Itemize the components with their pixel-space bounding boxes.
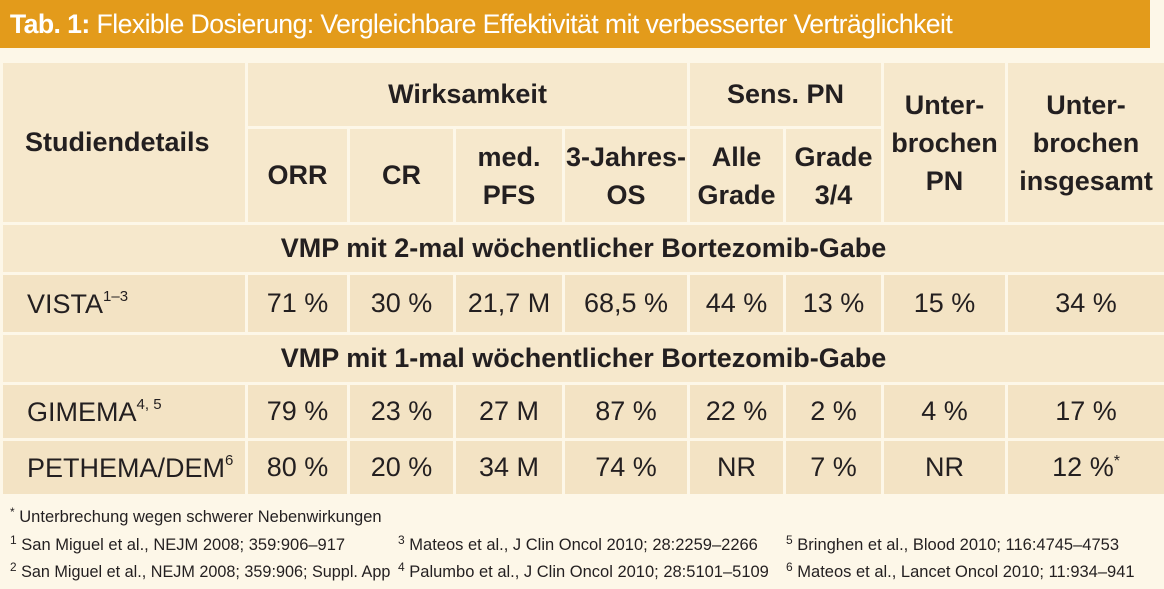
cell-os: 74 % — [564, 440, 689, 496]
cell-grade-3-4: 2 % — [785, 384, 883, 440]
cell-pfs: 34 M — [455, 440, 564, 496]
cell-alle-grade: 44 % — [689, 274, 785, 334]
header-med-pfs: med. PFS — [455, 128, 564, 224]
cell-unterbrochen-insgesamt: 12 %* — [1007, 440, 1164, 496]
header-unterbrochen-pn: Unter- brochen PN — [883, 62, 1007, 224]
footnote-1: $^1$ San Miguel et al., NEJM 2008; 359:906–917 — [10, 533, 346, 554]
cell-unterbrochen-pn: 4 % — [883, 384, 1007, 440]
cell-orr: 79 % — [247, 384, 349, 440]
cell-unterbrochen-pn: 15 % — [883, 274, 1007, 334]
cell-pfs: 27 M — [455, 384, 564, 440]
footnote-4: $^4$ Palumbo et al., J Clin Oncol 2010; 28:5101–5109 — [398, 560, 769, 581]
table-label: Tab. 1: — [9, 9, 90, 39]
cell-orr: 71 % — [247, 274, 349, 334]
header-group-wirksamkeit: Wirksamkeit — [247, 62, 689, 128]
header-alle-grade: Alle Grade — [689, 128, 785, 224]
footnote-3: $^3$ Mateos et al., J Clin Oncol 2010; 28:2259–2266 — [398, 533, 758, 554]
cell-orr: 80 % — [247, 440, 349, 496]
cell-alle-grade: NR — [689, 440, 785, 496]
cell-unterbrochen-pn: NR — [883, 440, 1007, 496]
cell-pfs: 21,7 M — [455, 274, 564, 334]
cell-unterbrochen-insgesamt: 17 % — [1007, 384, 1164, 440]
table-row — [2, 440, 1164, 496]
study-name: GIMEMA$^{4, 5}$ — [2, 384, 247, 440]
header-3-jahres-os: 3-Jahres- OS — [564, 128, 689, 224]
section-title: VMP mit 1-mal wöchentlicher Bortezomib-Gabe — [2, 334, 1164, 384]
header-grade-3-4: Grade 3/4 — [785, 128, 883, 224]
section-title: VMP mit 2-mal wöchentlicher Bortezomib-Gabe — [2, 224, 1164, 274]
table-row — [2, 384, 1164, 440]
cell-grade-3-4: 13 % — [785, 274, 883, 334]
cell-cr: 20 % — [349, 440, 455, 496]
header-unterbrochen-insgesamt: Unter- brochen insgesamt — [1007, 62, 1164, 224]
header-studiendetails: Studiendetails — [2, 62, 247, 224]
header-group-sens-pn: Sens. PN — [689, 62, 883, 128]
footnote-5: $^5$ Bringhen et al., Blood 2010; 116:4745–4753 — [786, 533, 1119, 554]
cell-unterbrochen-insgesamt: 34 % — [1007, 274, 1164, 334]
header-cr: CR — [349, 128, 455, 224]
header-orr: ORR — [247, 128, 349, 224]
study-name: VISTA$^{1-3}$ — [2, 274, 247, 334]
cell-cr: 30 % — [349, 274, 455, 334]
footnote-6: $^6$ Mateos et al., Lancet Oncol 2010; 11:934–941 — [786, 560, 1135, 581]
cell-os: 68,5 % — [564, 274, 689, 334]
cell-alle-grade: 22 % — [689, 384, 785, 440]
table-row — [2, 274, 1164, 334]
cell-cr: 23 % — [349, 384, 455, 440]
study-table — [0, 60, 1164, 497]
table-title — [0, 0, 1150, 48]
footnote-star: * Unterbrechung wegen schwerer Nebenwirkungen — [10, 505, 382, 526]
table-title-text: Flexible Dosierung: Vergleichbare Effektivität mit verbesserter Verträglichkeit — [96, 9, 953, 39]
cell-os: 87 % — [564, 384, 689, 440]
cell-grade-3-4: 7 % — [785, 440, 883, 496]
study-name: PETHEMA/DEM$^6$ — [2, 440, 247, 496]
footnote-2: $^2$ San Miguel et al., NEJM 2008; 359:906; Suppl. App — [10, 560, 391, 581]
